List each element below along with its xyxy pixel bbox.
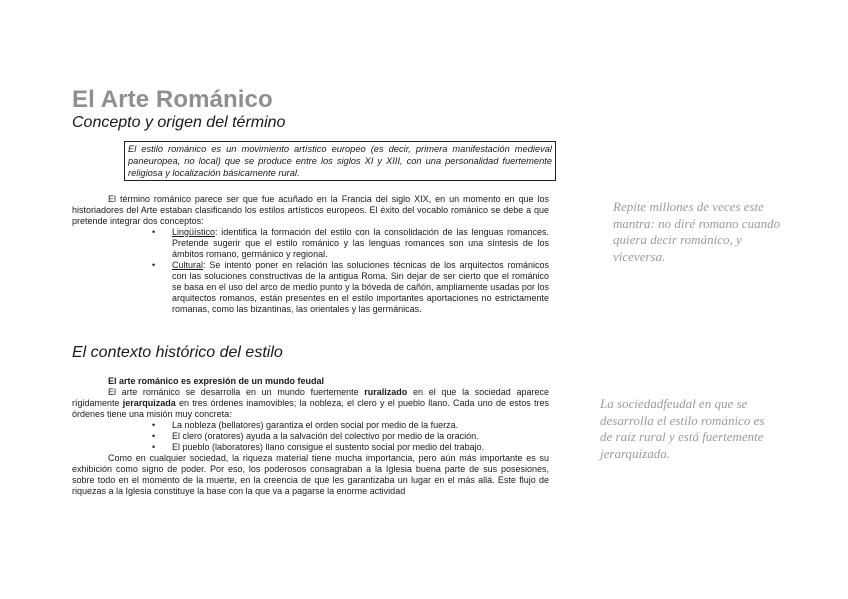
section-2-title: El contexto histórico del estilo bbox=[72, 344, 283, 361]
list-item bbox=[152, 260, 549, 315]
concepts-list bbox=[72, 227, 549, 315]
section-1-title: Concepto y origen del término bbox=[72, 114, 286, 131]
section-2-body bbox=[72, 376, 549, 497]
concept-text: : Se intentó poner en relación las soluciones técnicas de los arquitectos románicos con las soluciones constructivas de la antigua Roma. Sin dejar de ser cierto que el románico se basa en el uso del arco de medio punto y la bóveda de cañón, ampliamente usadas por los arquitectos romanos, están presentes en el estilo importantes aportaciones no estrictamente romanas, como las bizantinas, las orientales y las germánicas. bbox=[172, 260, 549, 314]
order-text: La nobleza (bellatores) garantiza el orden social por medio de la fuerza. bbox=[172, 420, 459, 430]
text-run: El arte románico se desarrolla en un mundo fuertemente bbox=[108, 387, 365, 397]
bullet-icon: • bbox=[152, 227, 156, 237]
bold-term: jerarquizada bbox=[122, 398, 176, 408]
page-title: El Arte Románico bbox=[72, 86, 273, 113]
side-note-2: La sociedadfeudal en que se desarrolla el estilo románico es de raíz rural y está fuertemente jerarquizada. bbox=[600, 396, 765, 461]
concept-text: : identifica la formación del estilo con la consolidación de las lenguas romances. Pretende sugerir que el estilo románico y las lenguas romances son una síntesis de los ámbitos romano, germánico y regional. bbox=[172, 227, 549, 259]
concept-term: Lingüístico bbox=[172, 227, 216, 237]
bullet-icon: • bbox=[152, 260, 156, 270]
bullet-icon: • bbox=[152, 420, 156, 430]
list-item bbox=[152, 442, 549, 453]
order-text: El pueblo (laboratores) llano consigue el sustento social por medio del trabajo. bbox=[172, 442, 485, 452]
orders-list bbox=[72, 420, 549, 453]
text-run: en tres órdenes inamovibles; la nobleza, el clero y el pueblo llano. Cada uno de estos tres órdenes tiene una misión muy concreta: bbox=[72, 398, 549, 419]
text-run: en el que la sociedad aparece rígidamente bbox=[72, 387, 550, 408]
bold-term: ruralizado bbox=[364, 387, 408, 397]
intro-paragraph: El término románico parece ser que fue acuñado en la Francia del siglo XIX, en un momento en que los historiadores del Arte estaban clasificando los estilos artísticos europeos. El éxito del vocablo románico se debe a que pretende integrar dos conceptos: bbox=[72, 194, 549, 226]
side-note-1: Repite millones de veces este mantra: no diré romano cuando quiera decir románico, y viceversa. bbox=[613, 199, 781, 264]
section-2-subheading: El arte románico es expresión de un mundo feudal bbox=[108, 376, 325, 386]
list-item bbox=[152, 431, 549, 442]
bullet-icon: • bbox=[152, 442, 156, 452]
list-item bbox=[152, 420, 549, 431]
list-item bbox=[152, 227, 549, 260]
summary-box: El estilo románico es un movimiento artístico europeo (es decir, primera manifestación medieval paneuropea, no local) que se produce entre los siglos XI y XIII, con una personalidad fuertemente religiosa y localización básicamente rural. bbox=[124, 141, 556, 181]
concept-term: Cultural bbox=[172, 260, 204, 270]
order-text: El clero (oratores) ayuda a la salvación del colectivo por medio de la oración. bbox=[172, 431, 479, 441]
bullet-icon: • bbox=[152, 431, 156, 441]
section-2-paragraph-1 bbox=[72, 387, 549, 420]
section-1-body bbox=[72, 194, 549, 315]
section-2-paragraph-2: Como en cualquier sociedad, la riqueza material tiene mucha importancia, pero aún más importante es su exhibición como signo de poder. Por eso, los poderosos consagraban a la Iglesia buena parte de sus posesiones, sobre todo en el momento de la muerte, en la creencia de que les garantizaba un lugar en el más allá. Este flujo de riquezas a la Iglesia constituye la base con la que va a pagarse la enorme actividad bbox=[72, 453, 549, 496]
